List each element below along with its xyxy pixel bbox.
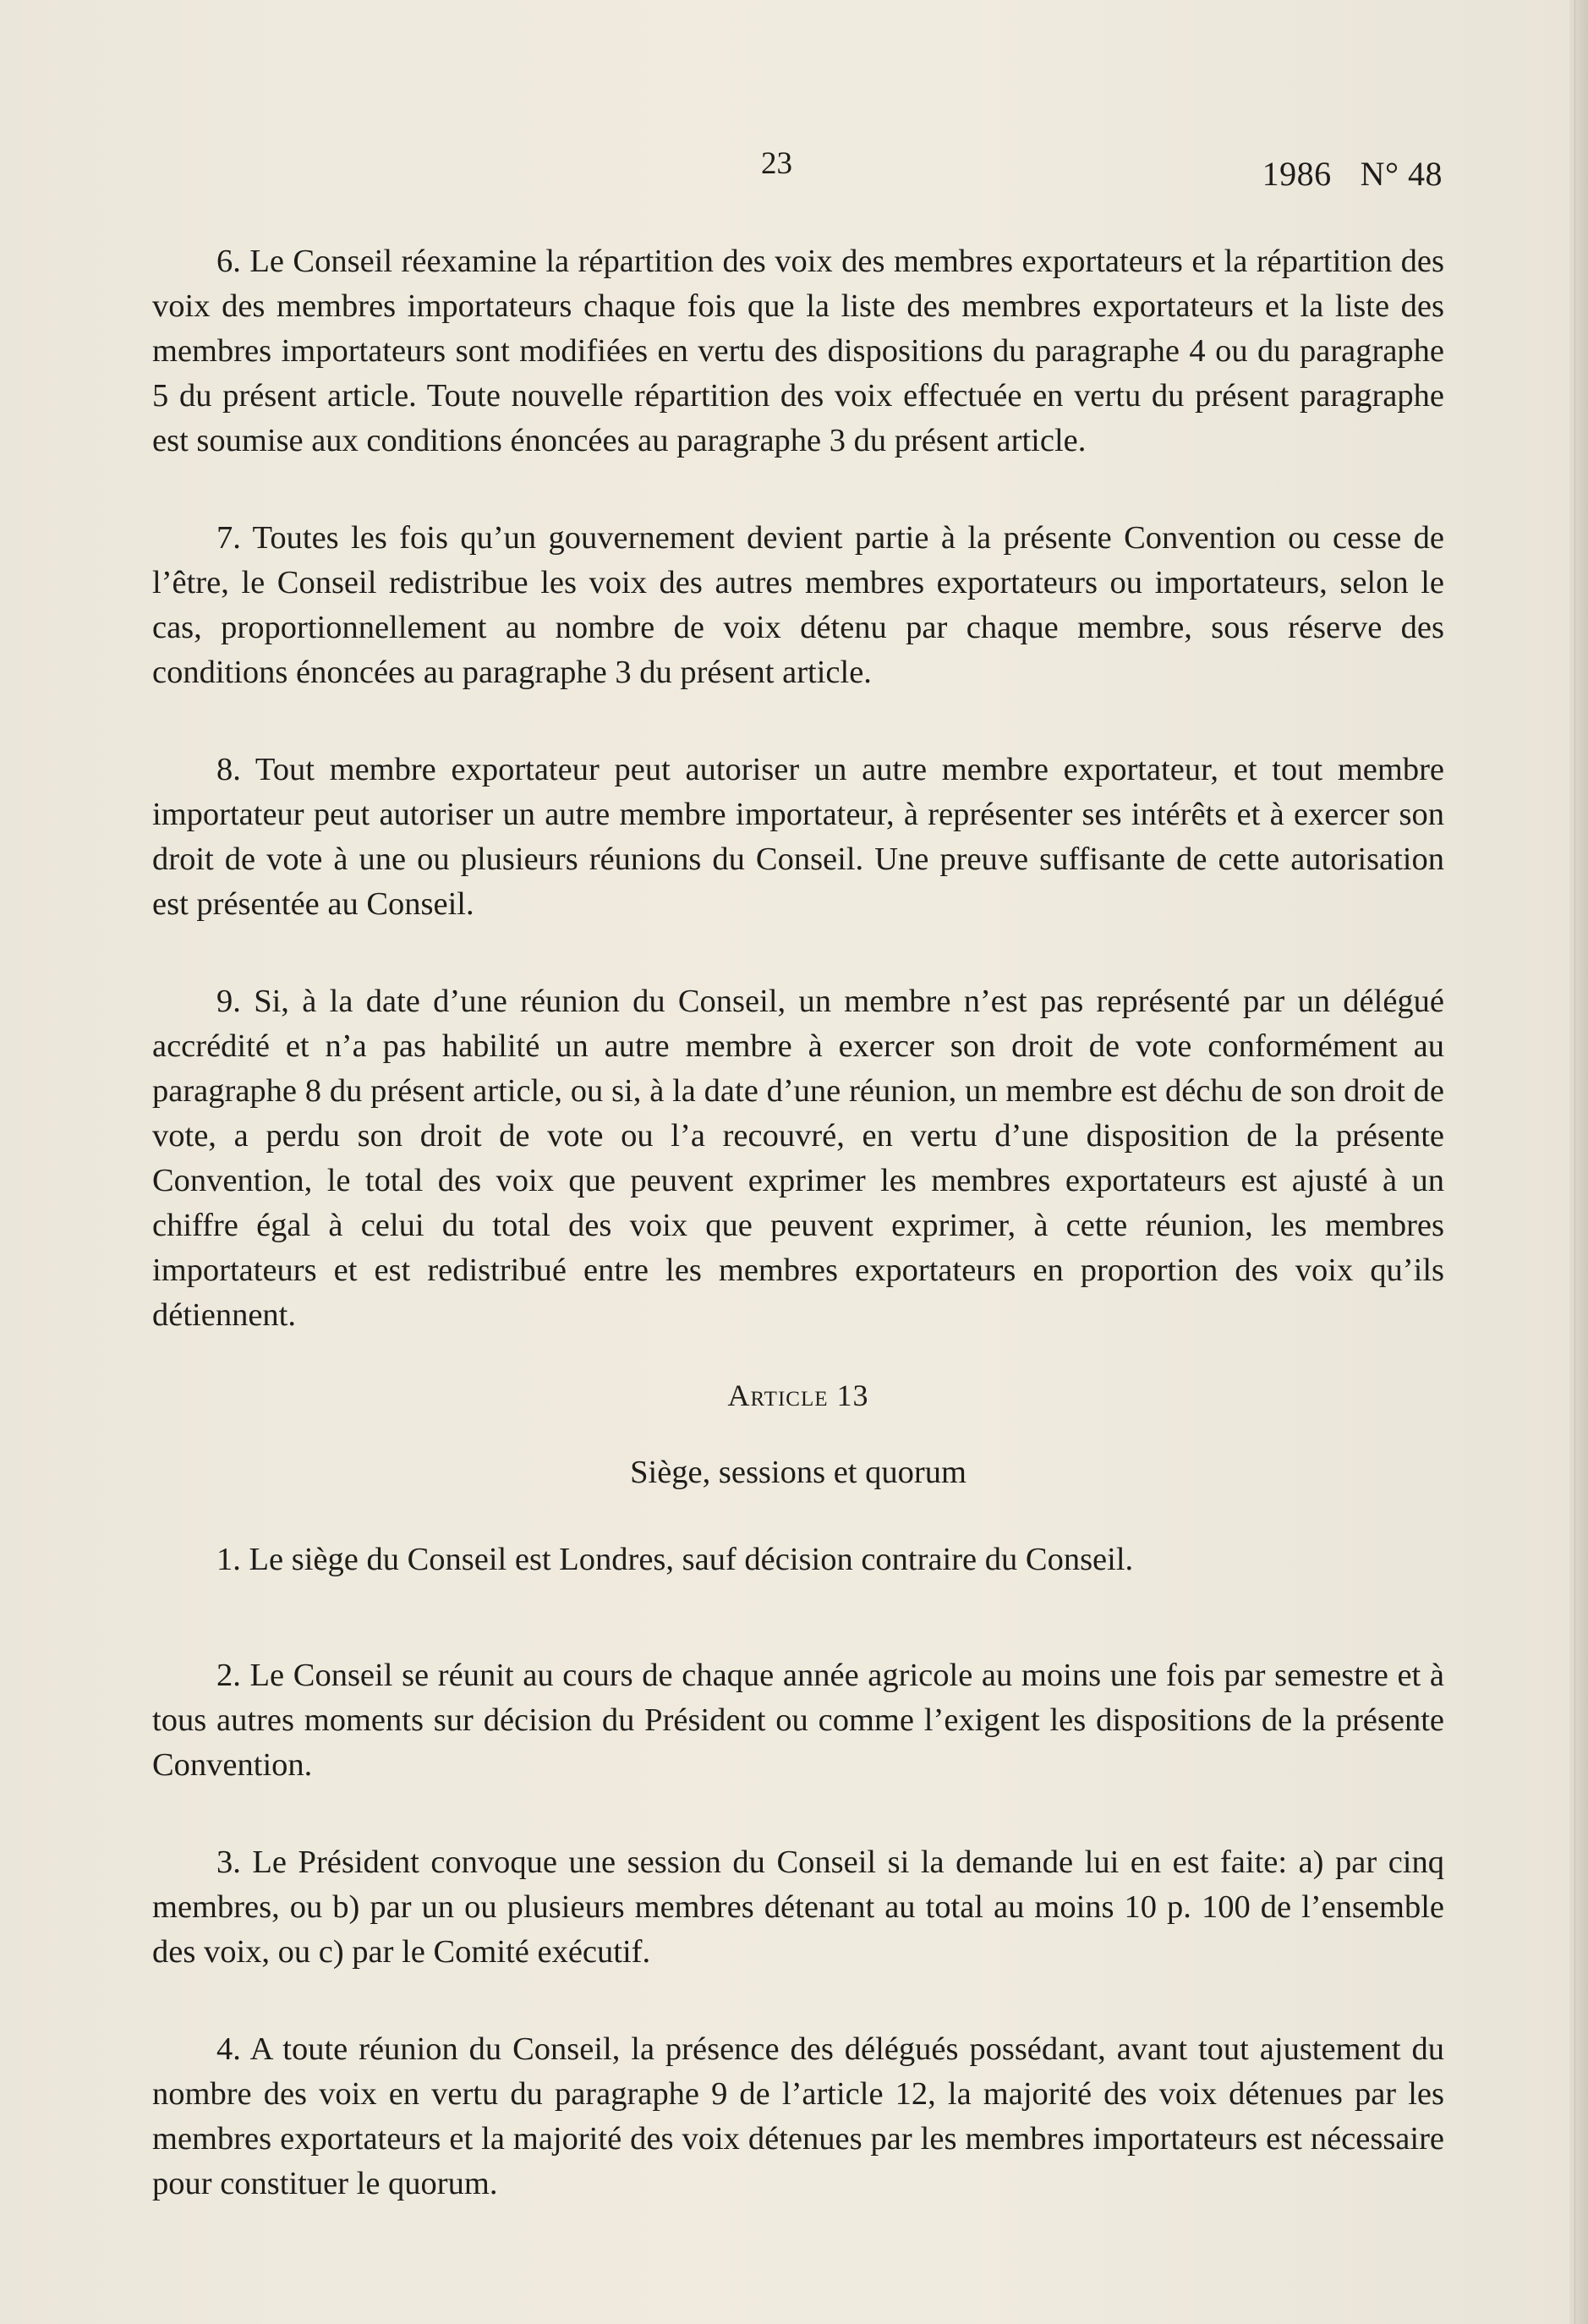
- paragraph-7: 7. Toutes les fois qu’un gouvernement devient partie à la présente Convention ou cesse de l’être, le Conseil redistribue les voix des autres membres exportateurs ou importateurs, selon le cas, proportionnellement au nombre de voix détenu par chaque membre, sous réserve des conditions énoncées au paragraphe 3 du présent article.: [152, 520, 1444, 690]
- publication-year: 1986: [1262, 155, 1332, 193]
- article-subheading: Siège, sessions et quorum: [630, 1455, 966, 1490]
- page-number: 23: [761, 146, 792, 181]
- article-heading: Article 13: [727, 1379, 869, 1412]
- document-body: [152, 239, 1444, 2259]
- article-paragraph-4: 4. A toute réunion du Conseil, la présence des délégués possédant, avant tout ajustement du nombre des voix en vertu du paragraphe 9 de l’article 12, la majorité des voix détenues par les membres exportateurs et la majorité des voix détenues par les membres importateurs est nécessaire pour constituer le quorum.: [152, 2031, 1444, 2201]
- page-edge: [1569, 0, 1588, 2324]
- article-paragraph-3: 3. Le Président convoque une session du Conseil si la demande lui en est faite: a) par cinq membres, ou b) par un ou plusieurs membres détenant au total au moins 10 p. 100 de l’ensemble des voix, ou c) par le Comité exécutif.: [152, 1844, 1444, 1970]
- paragraph-8: 8. Tout membre exportateur peut autoriser un autre membre exportateur, et tout membre importateur peut autoriser un autre membre importateur, à représenter ses intérêts et à exercer son droit de vote à une ou plusieurs réunions du Conseil. Une preuve suffisante de cette autorisation est présentée au Conseil.: [152, 752, 1444, 922]
- article-paragraph-2: 2. Le Conseil se réunit au cours de chaque année agricole au moins une fois par semestre et à tous autres moments sur décision du Président ou comme l’exigent les dispositions de la présente Convention.: [152, 1658, 1444, 1783]
- publication-reference: [1262, 154, 1443, 194]
- article-paragraph-1: 1. Le siège du Conseil est Londres, sauf décision contraire du Conseil.: [216, 1542, 1134, 1577]
- paragraph-9: 9. Si, à la date d’une réunion du Conseil, un membre n’est pas représenté par un délégué accrédité et n’a pas habilité un autre membre à exercer son droit de vote conformément au paragraphe 8 du présent article, ou si, à la date d’une réunion, un membre est déchu de son droit de vote, a perdu son droit de vote ou l’a recouvré, en vertu d’une disposition de la présente Convention, le total des voix que peuvent exprimer les membres exportateurs est ajusté à un chiffre égal à celui du total des voix que peuvent exprimer, à cette réunion, les membres importateurs et est redistribué entre les membres exportateurs en proportion des voix qu’ils détiennent.: [152, 984, 1444, 1333]
- publication-number: N° 48: [1360, 155, 1443, 193]
- paragraph-6: 6. Le Conseil réexamine la répartition des voix des membres exportateurs et la répartition des voix des membres importateurs chaque fois que la liste des membres exportateurs et la liste des membres importateurs sont modifiées en vertu des dispositions du paragraphe 4 ou du paragraphe 5 du présent article. Toute nouvelle répartition des voix effectuée en vertu du présent paragraphe est soumise aux conditions énoncées au paragraphe 3 du présent article.: [152, 244, 1444, 458]
